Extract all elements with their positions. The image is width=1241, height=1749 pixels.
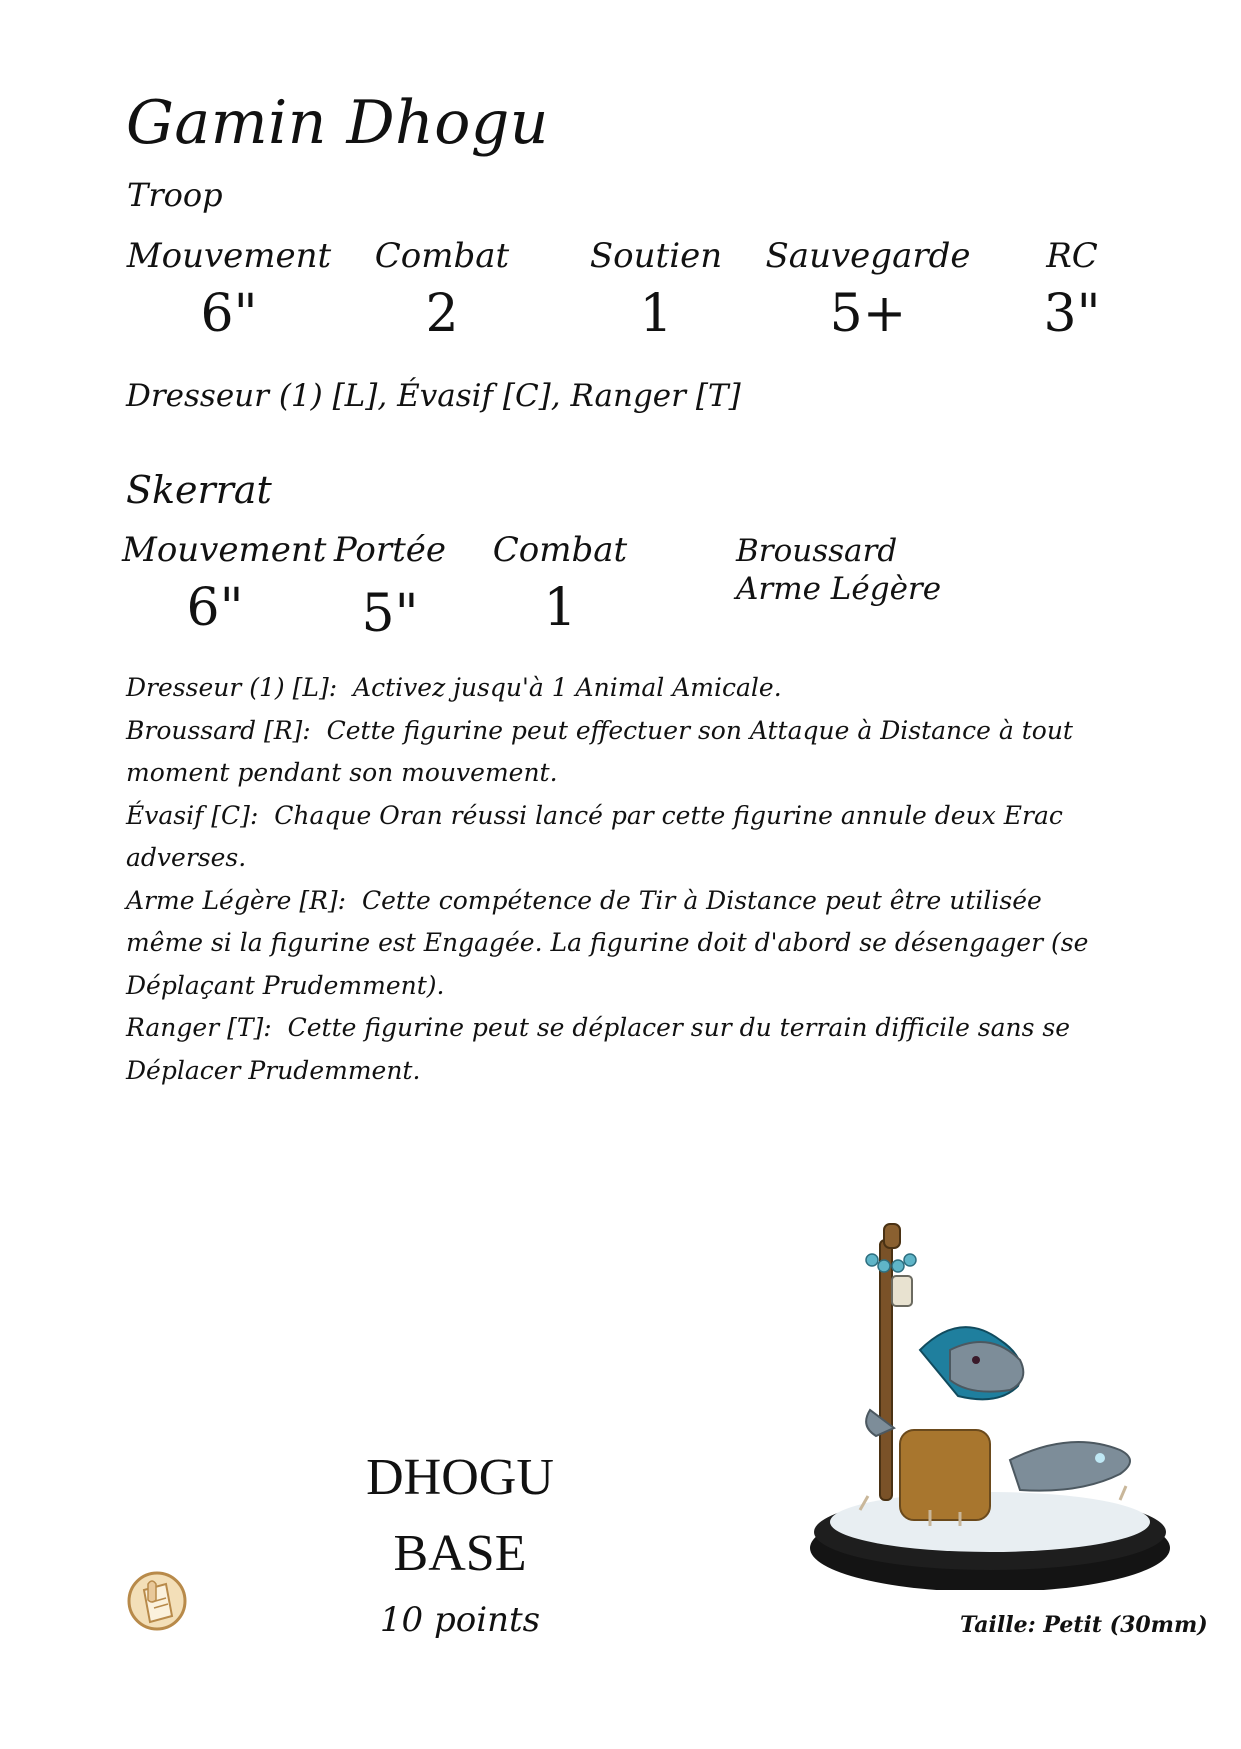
stat-value-combat: 2 bbox=[425, 284, 459, 344]
companion-stat-label-portee: Portée bbox=[333, 530, 447, 570]
rule-name: Ranger [T]: bbox=[126, 1013, 272, 1042]
miniature-photo bbox=[800, 1210, 1180, 1590]
model-size: Taille: Petit (30mm) bbox=[960, 1612, 1208, 1638]
faction-block bbox=[340, 1440, 580, 1592]
card-title: Gamin Dhogu bbox=[126, 88, 549, 158]
companion-keywords bbox=[736, 532, 941, 608]
box-name: BASE bbox=[393, 1525, 527, 1582]
faction-name: DHOGU bbox=[366, 1449, 554, 1506]
stat-label-combat: Combat bbox=[374, 236, 510, 276]
rule-text: Cette compétence de Tir à Distance peut être utilisée même si la figurine est Engagée. La figurine doit d'abord se désengager (se Déplaçant Prudemment). bbox=[126, 885, 1089, 1000]
rule-entry bbox=[126, 710, 1106, 795]
stat-label-rc: RC bbox=[1046, 236, 1098, 276]
stat-value-rc: 3" bbox=[1043, 284, 1101, 344]
rule-entry bbox=[126, 795, 1106, 880]
companion-stat-label-mouvement: Mouvement bbox=[122, 530, 327, 570]
companion-stat-value-portee: 5" bbox=[361, 584, 419, 644]
rule-name: Arme Légère [R]: bbox=[126, 885, 347, 915]
stat-label-soutien: Soutien bbox=[589, 236, 723, 276]
card-type: Troop bbox=[127, 176, 223, 214]
card-keywords: Dresseur (1) [L], Évasif [C], Ranger [T] bbox=[126, 378, 741, 414]
stat-value-mouvement: 6" bbox=[200, 284, 258, 344]
rule-entry bbox=[126, 1007, 1106, 1092]
rule-text: Cette figurine peut se déplacer sur du terrain difficile sans se Déplacer Prudemment. bbox=[126, 1013, 1071, 1085]
companion-stat-label-combat: Combat bbox=[492, 530, 628, 570]
rule-entry bbox=[126, 667, 1106, 710]
stat-label-sauvegarde: Sauvegarde bbox=[765, 236, 971, 276]
companion-stat-value-mouvement: 6" bbox=[186, 578, 244, 638]
points-cost: 10 points bbox=[379, 1600, 541, 1640]
companion-stat-value-combat: 1 bbox=[543, 578, 577, 638]
companion-title: Skerrat bbox=[126, 468, 272, 512]
rule-name: Évasif [C]: bbox=[126, 800, 259, 830]
stat-value-soutien: 1 bbox=[639, 284, 673, 344]
companion-keyword: Arme Légère bbox=[736, 571, 942, 607]
hand-scroll-icon bbox=[126, 1570, 188, 1632]
rule-text: Cette figurine peut effectuer son Attaque à Distance à tout moment pendant son mouvement. bbox=[126, 715, 1073, 787]
rule-entry bbox=[126, 880, 1106, 1008]
rules-text bbox=[126, 667, 1106, 1092]
stat-label-mouvement: Mouvement bbox=[126, 236, 332, 276]
stat-value-sauvegarde: 5+ bbox=[829, 284, 907, 344]
rule-text: Activez jusqu'à 1 Animal Amicale. bbox=[353, 673, 782, 702]
rule-name: Dresseur (1) [L]: bbox=[126, 673, 338, 702]
rule-name: Broussard [R]: bbox=[126, 715, 311, 745]
companion-keyword: Broussard bbox=[736, 533, 898, 569]
rule-text: Chaque Oran réussi lancé par cette figurine annule deux Erac adverses. bbox=[126, 800, 1063, 872]
